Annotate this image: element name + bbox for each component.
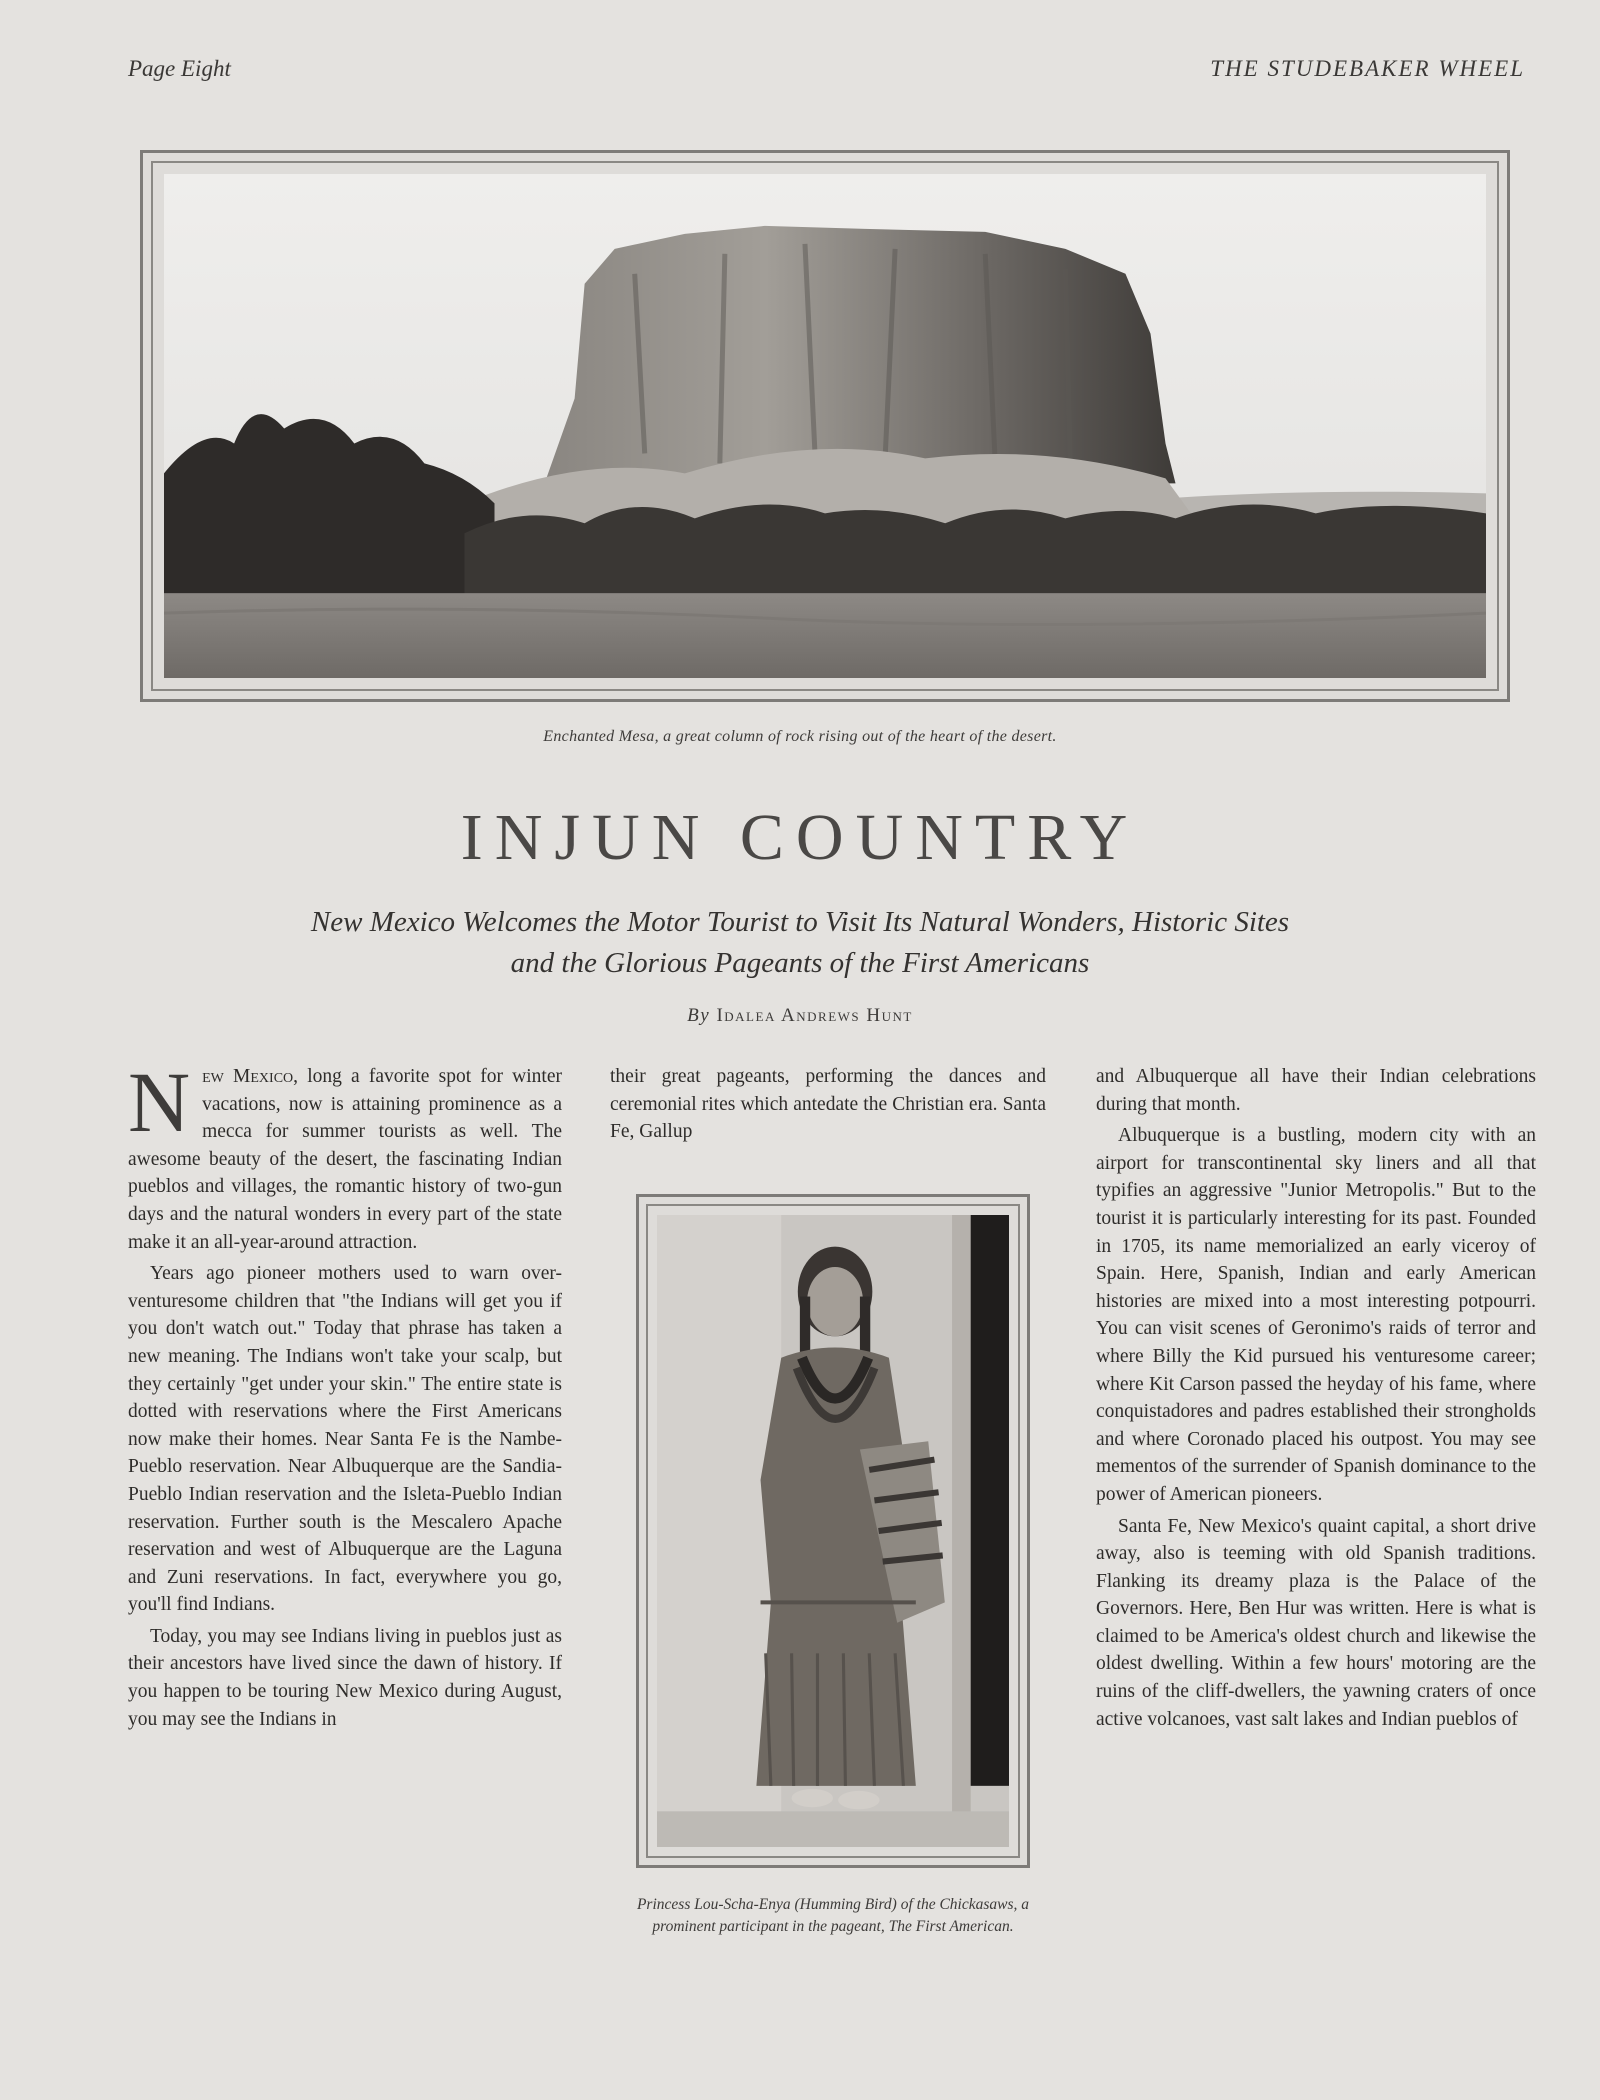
princess-photo: [657, 1215, 1009, 1847]
paragraph-2: Years ago pioneer mothers used to warn over-venturesome children that "the Indians will get you if you don't watch out." Today that phrase has taken a new meaning. The Indians won't take your scalp, but they certainly "get under your skin." The entire state is dotted with reservations where the First Americans now make their homes. Near Santa Fe is the Nambe-Pueblo reservation. Near Albuquerque are the Sandia-Pueblo Indian reservation and the Isleta-Pueblo Indian reservation. Further south is the Mescalero Apache reservation and west of Albuquerque are the Laguna and Zuni reservations. In fact, everywhere you go, you'll find Indians.: [128, 1263, 562, 1616]
paragraph-1-text: long a favorite spot for winter vacations, now is attaining prominence as a mecca for summer tourists as well. The awesome beauty of the desert, the fascinating Indian pueblos and villages, the romantic history of two-gun days and the natural wonders in every part of the state make it an all-year-around attraction.: [128, 1066, 562, 1253]
paragraph-1-lead: ew Mexico,: [202, 1066, 299, 1087]
column-1: [128, 1054, 562, 1737]
byline: [0, 1005, 1600, 1027]
byline-by: By: [687, 1005, 711, 1026]
princess-photo-caption: Princess Lou-Scha-Enya (Humming Bird) of the Chickasaws, a prominent participant in the pageant, The First American.: [636, 1896, 1030, 1935]
subtitle-line-2: and the Glorious Pageants of the First Americans: [510, 947, 1090, 979]
drop-cap: N: [128, 1054, 193, 1150]
article-title: INJUN COUNTRY: [460, 801, 1140, 874]
column-3: [1096, 1063, 1536, 1737]
article-subtitle: [0, 902, 1600, 984]
mesa-photo-caption: Enchanted Mesa, a great column of rock rising out of the heart of the desert.: [543, 728, 1057, 745]
mesa-photo-frame: [140, 150, 1510, 702]
paragraph-5: Santa Fe, New Mexico's quaint capital, a short drive away, also is teeming with old Spanish traditions. Flanking its dreamy plaza is the Palace of the Governors. Here, Ben Hur was written. Here is what is claimed to be America's oldest church and likewise the oldest dwelling. Within a few hours' motoring are the ruins of the cliff-dwellers, the yawning craters of once active volcanoes, vast salt lakes and Indian pueblos of: [1096, 1515, 1536, 1730]
paragraph-3: Today, you may see Indians living in pueblos just as their ancestors have lived since the dawn of history. If you happen to be touring New Mexico during August, you may see the Indians in: [128, 1625, 562, 1730]
paragraph-4: Albuquerque is a bustling, modern city with an airport for transcontinental sky liners and all that typifies an aggressive "Junior Metropolis." But to the tourist it is particularly interesting for its past. Founded in 1705, its name memorialized an early viceroy of Spain. Here, Spanish, Indian and early American histories are mixed into a most interesting potpourri. You can visit scenes of Geronimo's raids of terror and where Billy the Kid pursued his venturesome career; where Kit Carson passed the heyday of his fame, where conquistadores and padres established their strongholds and where Coronado placed his outpost. You may see mementos of the surrender of Spanish dominance to the power of American pioneers.: [1096, 1125, 1536, 1505]
page-number: Page Eight: [128, 56, 231, 81]
paragraph-3-continued: their great pageants, performing the dances and ceremonial rites which antedate the Christian era. Santa Fe, Gallup: [610, 1066, 1046, 1143]
publication-title: THE STUDEBAKER WHEEL: [1210, 56, 1525, 81]
mesa-photo: [164, 174, 1486, 678]
author-name: Idalea Andrews Hunt: [716, 1005, 913, 1026]
subtitle-line-1: New Mexico Welcomes the Motor Tourist to Visit Its Natural Wonders, Historic Sites: [310, 906, 1290, 938]
mesa-landscape-image: [164, 174, 1486, 678]
princess-portrait-image: [657, 1215, 1009, 1847]
paragraph-3-end: and Albuquerque all have their Indian celebrations during that month.: [1096, 1066, 1536, 1115]
paragraph-1: [128, 1054, 562, 1256]
princess-photo-frame: [636, 1194, 1030, 1868]
column-2: [610, 1063, 1046, 1150]
